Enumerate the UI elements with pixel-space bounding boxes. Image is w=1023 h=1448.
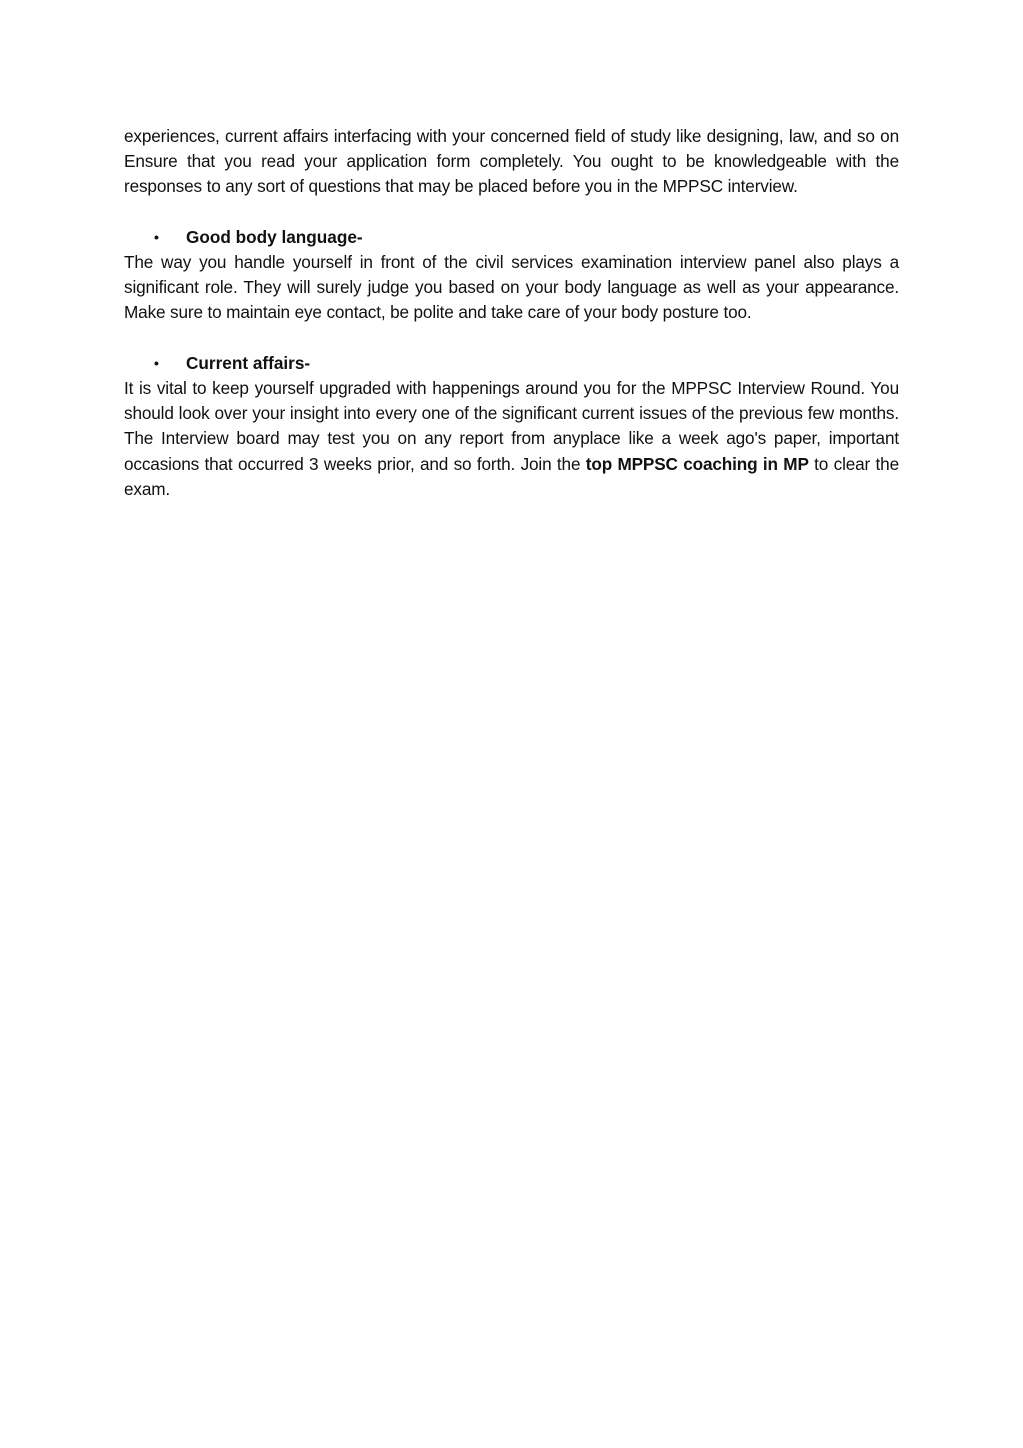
document-content <box>124 124 899 502</box>
paragraph-text: It is vital to keep yourself upgraded with happenings around you for the MPPSC Interview Round. You should look over your insight into every one of the significant current issues of the previous few months. The Interview board may test you on any report from anyplace like a week ago's paper, important occasions that occurred 3 weeks prior, and so forth. Join the <box>124 377 899 474</box>
current-affairs-paragraph <box>124 376 899 502</box>
bullet-icon: • <box>154 354 159 371</box>
section-heading: Good body language- <box>186 226 363 247</box>
section-heading: Current affairs- <box>186 352 311 373</box>
body-language-paragraph: The way you handle yourself in front of the civil services examination interview panel also plays a significant role. They will surely judge you based on your body language as well as your appearance. Make sure to maintain eye contact, be polite and take care of your body posture too. <box>124 251 899 323</box>
bullet-item-body-language <box>124 225 899 250</box>
bullet-item-current-affairs <box>124 351 899 376</box>
coaching-keyword: top MPPSC coaching in MP <box>585 453 809 474</box>
paragraph-text: to clear the exam. <box>124 453 899 499</box>
bullet-icon: • <box>154 228 159 245</box>
intro-paragraph: experiences, current affairs interfacing with your concerned field of study like designing, law, and so on Ensure that you read your application form completely. You ought to be knowledgeable with the responses to any sort of questions that may be placed before you in the MPPSC interview. <box>124 126 899 197</box>
